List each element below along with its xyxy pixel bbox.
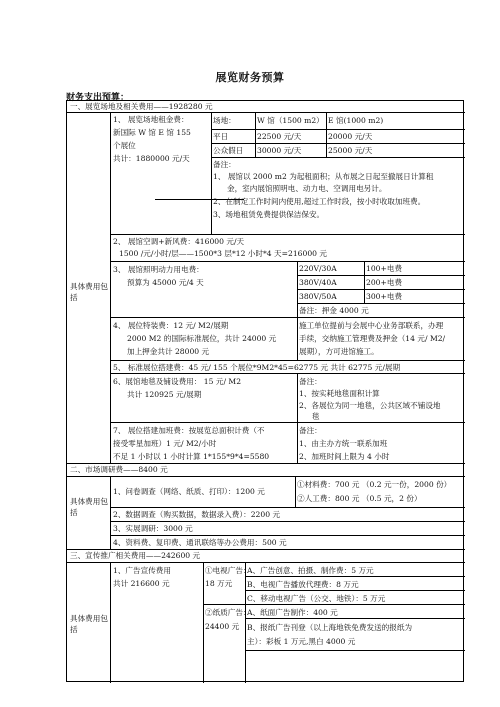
rule xyxy=(110,261,465,262)
carpet-note: 2、各展位为同一地毯，公共区域不铺设地 xyxy=(299,401,441,410)
power-fee: 200+电费 xyxy=(366,278,403,287)
overtime-note: 1、由主办方统一联系加班 xyxy=(299,439,388,448)
paper-ad-label: ②纸质广告： xyxy=(205,608,251,617)
section-subtitle: 财务支出预算： xyxy=(66,93,130,103)
overtime-line: 不足 1 小时以 1 小时计算 1*155*9*4=5580 xyxy=(113,452,270,461)
rule xyxy=(203,562,204,683)
office-fee-line: 4、资料费、复印费、通讯联络等办公费用：500 元 xyxy=(113,538,287,547)
power-spec: 220V/30A xyxy=(299,264,337,273)
rule xyxy=(297,275,465,276)
overtime-line: 7、 展位搭建加班费：按展览总面积计费（不 xyxy=(113,426,265,435)
rule xyxy=(245,650,465,651)
rule xyxy=(297,303,465,304)
rent-note: 金，室内展馆照明电、动力电、空调用电另计。 xyxy=(227,184,387,193)
field-survey-line: 3、实展调研：3000 元 xyxy=(113,524,193,533)
rule xyxy=(297,373,298,463)
holiday-w-price: 30000 元/天 xyxy=(257,146,302,155)
holiday-label: 公众假日 xyxy=(213,146,244,155)
aircon-line: 2、 展馆空调+新风费：416000 元/天 xyxy=(113,237,245,246)
survey-line: 1、问卷调查（网络、纸质、打印）：1200 元 xyxy=(113,487,265,496)
rent-line: 1、 展览场地租金费： xyxy=(113,115,189,124)
paper-ad-amount: 24400 元 xyxy=(205,622,240,631)
section2-side-label: 具体费用包括 xyxy=(70,497,108,517)
rent-note: 3、场地租赁免费提供保洁保安。 xyxy=(213,210,325,219)
carpet-note: 1、按实耗地毯面积计算 xyxy=(299,389,380,398)
rule xyxy=(110,373,465,374)
rent-note-label: 备注： xyxy=(213,160,236,169)
rule xyxy=(297,289,465,290)
tv-ad-amount: 18 万元 xyxy=(205,579,233,588)
rent-line: 个展位 xyxy=(113,141,136,150)
ad-line: 1、广告宣传费用 xyxy=(113,566,171,575)
special-note: 展期），方可进馆施工。 xyxy=(299,347,379,356)
special-note: 施工单位提前与会展中心业务部联系，办理 xyxy=(299,321,444,330)
rule xyxy=(211,157,465,158)
rule xyxy=(245,618,465,619)
power-fee: 100+电费 xyxy=(366,264,403,273)
holiday-e-price: 25000 元/天 xyxy=(328,146,373,155)
rule xyxy=(110,112,111,463)
rule xyxy=(110,234,465,235)
overtime-note: 2、加班时间上限为 4 小时 xyxy=(299,452,390,461)
rule xyxy=(110,360,465,361)
weekday-w-price: 22500 元/天 xyxy=(257,132,302,141)
rule xyxy=(297,317,298,360)
carpet-note: 毯 xyxy=(312,412,320,421)
special-line: 2000 M2 的国际标准展位，共计 24000 元 xyxy=(127,334,277,343)
overtime-note: 备注： xyxy=(299,426,322,435)
rule xyxy=(110,317,465,318)
rule xyxy=(110,535,465,536)
power-deposit: 备注：押金 4000 元 xyxy=(299,306,369,315)
weekday-label: 平日 xyxy=(213,132,229,141)
rule xyxy=(295,476,296,507)
rule xyxy=(203,604,465,605)
carpet-line: 共计 120925 元/展期 xyxy=(127,390,202,399)
tv-ad-item: B、电视广告播放代理费：8 万元 xyxy=(247,580,359,589)
rent-note: 2、在制定工作时间内使用,超过工作时段，按小时收取加班费。 xyxy=(213,197,426,206)
section3-header: 三、宣传推广相关费用——242600 元 xyxy=(70,551,201,560)
special-line: 加上押金共计 28000 元 xyxy=(127,347,210,356)
power-spec: 380V/40A xyxy=(299,278,337,287)
w-hall: W 馆（1500 m2） xyxy=(257,116,324,125)
power-line: 3、 展馆照明动力用电费： xyxy=(113,265,204,274)
rule xyxy=(297,261,298,317)
rule xyxy=(245,590,465,591)
rule xyxy=(245,562,246,683)
rule xyxy=(110,422,465,423)
e-hall: E 馆(1000 m2) xyxy=(328,116,384,125)
overtime-line: 接受零星加班）1 元/ M2/小时 xyxy=(113,439,217,448)
ad-line: 共计 216600 元 xyxy=(113,579,170,588)
carpet-line: 6、展馆地毯及铺设费用： 15 元/ M2 xyxy=(113,377,242,386)
page-title: 展览财务预算 xyxy=(215,71,285,84)
survey-detail: ①材料费：700 元 （0.2 元一份，2000 份） xyxy=(297,480,452,489)
rule xyxy=(67,112,465,113)
rule xyxy=(110,476,111,549)
aircon-line: 1500 /元/小时/层——1500*3 层*12 小时*4 天=216000 元 xyxy=(119,249,327,258)
rule xyxy=(364,261,365,303)
rule xyxy=(245,576,465,577)
rule xyxy=(211,129,465,130)
rule xyxy=(67,476,465,477)
budget-table xyxy=(66,100,464,682)
rule xyxy=(67,562,465,563)
section2-header: 二、市场调研费——8400 元 xyxy=(70,465,168,474)
rule xyxy=(110,562,111,683)
rule xyxy=(110,521,465,522)
special-note: 手续，交纳施工管理费及押金（14 元/ M2/ xyxy=(299,334,446,343)
venue-label: 场地： xyxy=(213,116,236,125)
rent-note: 1、 展馆以 2000 m2 为起租面积；从布展之日起至撤展日计算租 xyxy=(213,172,434,181)
paper-ad-item: B、报纸广告刊登（以上海地铁免费发送的报纸为 xyxy=(247,623,413,632)
paper-ad-item: 主）：彩板 1 万元,黑白 4000 元 xyxy=(247,637,356,646)
tv-ad-item: A、广告创意、拍摄、制作费：5 万元 xyxy=(247,566,374,575)
rule xyxy=(255,112,256,157)
power-spec: 380V/50A xyxy=(299,292,337,301)
section1-header: 一、展览场地及相关费用——1928280 元 xyxy=(70,102,213,111)
rule xyxy=(110,507,465,508)
rent-line: 共计：1880000 元/天 xyxy=(113,154,190,163)
section3-side-label: 具体费用包括 xyxy=(70,614,108,634)
data-survey-line: 2、数据调查（购买数据，数据录入费）：2200 元 xyxy=(113,510,281,519)
section1-side-label: 具体费用包括 xyxy=(70,282,108,302)
survey-detail: ②人工费：800 元 （0.5 元，2 份） xyxy=(297,494,422,503)
rule xyxy=(211,112,212,234)
power-line: 预算为 45000 元/4 天 xyxy=(127,278,204,287)
standard-booth-line: 5、 标准展位搭建费：45 元/ 155 个展位*9M2*45=62775 元 共计 62775 元/展期 xyxy=(113,363,401,372)
rule xyxy=(326,112,327,157)
rule xyxy=(211,143,465,144)
tv-ad-label: ①电视广告： xyxy=(205,566,251,575)
weekday-e-price: 20000 元/天 xyxy=(328,132,373,141)
special-line: 4、 展位特装费：12 元/ M2/展期 xyxy=(113,321,229,330)
tv-ad-item: C、移动电视广告（公交、地铁）：5 万元 xyxy=(247,594,386,603)
power-fee: 300+电费 xyxy=(366,292,403,301)
paper-ad-item: A、纸面广告制作：400 元 xyxy=(247,608,338,617)
rent-line: 新国际 W 馆 E 馆 155 xyxy=(113,128,191,137)
carpet-note: 备注： xyxy=(299,377,322,386)
